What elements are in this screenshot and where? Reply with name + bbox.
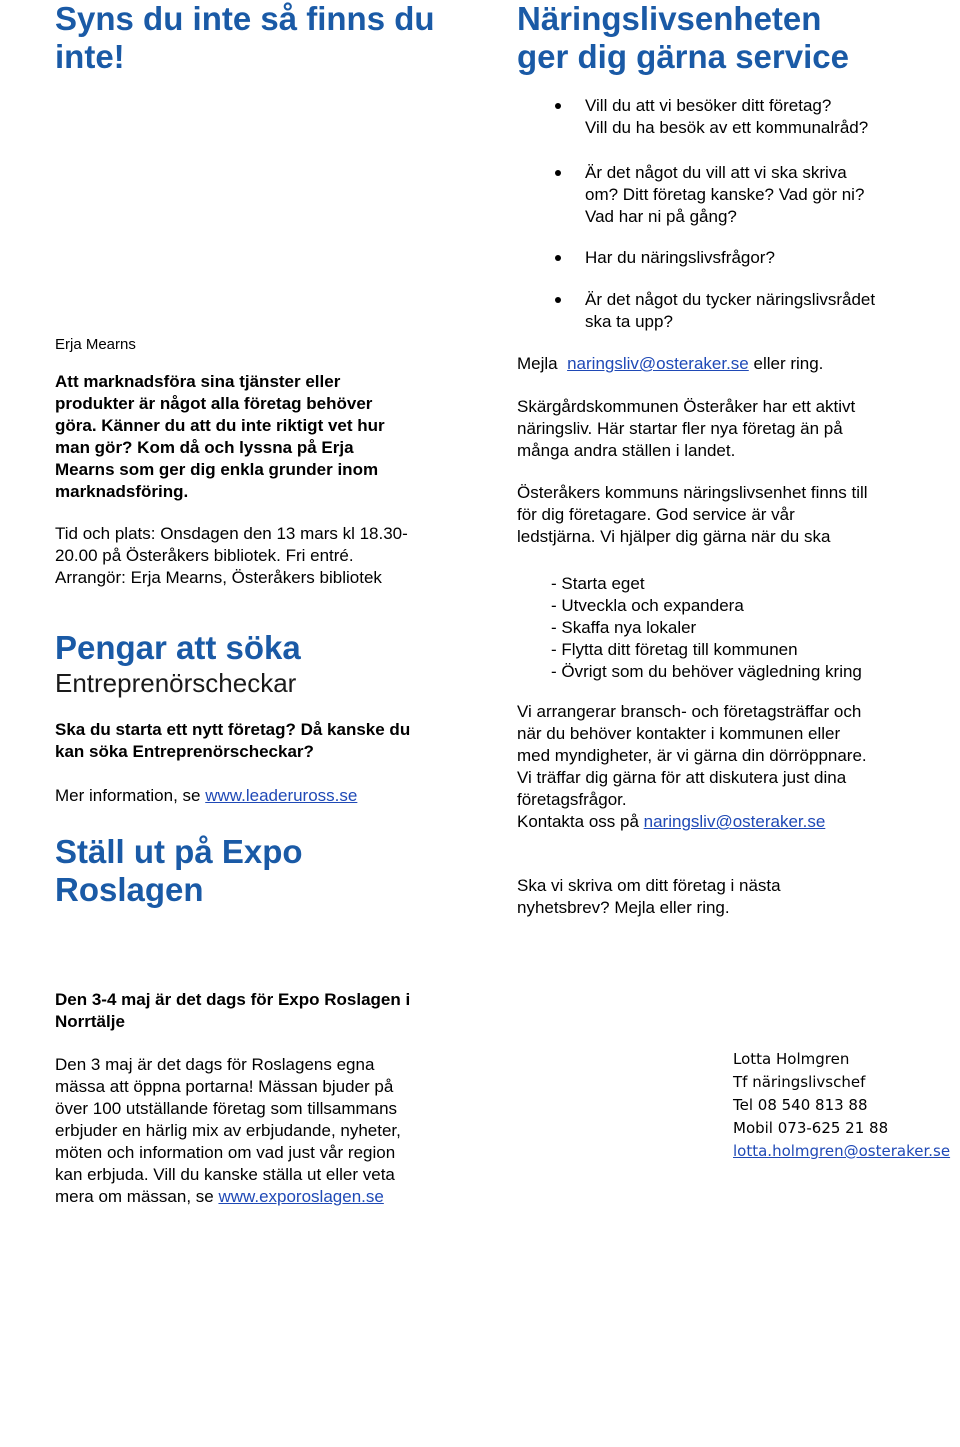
bullet-item: Har du näringslivsfrågor? [585,248,775,267]
contact-mobile: Mobil 073-625 21 88 [733,1119,889,1137]
contact-name: Lotta Holmgren [733,1050,850,1068]
left-title: Syns du inte så finns du inte! [55,0,435,75]
contact-email-link[interactable]: lotta.holmgren@osteraker.se [733,1142,951,1160]
bullet-dot [555,255,561,261]
bullet-item: Är det något du tycker näringslivsrådet ska ta upp? [585,290,876,331]
bullet-dot [555,170,561,176]
kommun-paragraph: Österåkers kommuns näringslivsenhet finns till för dig företagare. God service är vår ledstjärna. Vi hjälper dig gärna när du ska [517,483,868,546]
pengar-title: Pengar att söka [55,629,301,666]
more-info: Mer information, se www.leaderuross.se [55,786,358,805]
bullet-dot [555,103,561,109]
time-place-paragraph: Tid och plats: Onsdagen den 13 mars kl 18.30- 20.00 på Österåkers bibliotek. Fri entré. Arrangör: Erja Mearns, Österåkers bibliotek [55,524,408,587]
intro-paragraph: Att marknadsföra sina tjänster eller produkter är något alla företag behöver göra. Känner du att du inte riktigt vet hur man gör? Kom då och lyssna på Erja Mearns som ger dig enkla grunder inom marknadsföring. [55,372,385,501]
bullet-item: Är det något du vill att vi ska skriva om? Ditt företag kanske? Vad gör ni? Vad har ni på gång? [585,163,865,226]
speaker-name: Erja Mearns [55,336,136,353]
contact-phone: Tel 08 540 813 88 [733,1096,868,1114]
service-list [551,573,862,683]
list-item: - Skaffa nya lokaler [551,618,697,637]
exporoslagen-link[interactable]: www.exporoslagen.se [218,1187,384,1206]
list-item: - Flytta ditt företag till kommunen [551,640,798,659]
kontakta-email-link[interactable]: naringsliv@osteraker.se [643,812,826,831]
naringsliv-email-link[interactable]: naringsliv@osteraker.se [567,354,749,373]
nyhetsbrev-paragraph: Ska vi skriva om ditt företag i nästa nyhetsbrev? Mejla eller ring. [517,876,781,917]
pengar-subtitle: Entreprenörscheckar [55,668,297,698]
leaderuross-link[interactable]: www.leaderuross.se [205,786,358,805]
contact-title: Tf näringslivschef [733,1073,866,1091]
expo-heading: Den 3-4 maj är det dags för Expo Roslagen i Norrtälje [55,990,411,1031]
contact-block [733,1048,950,1163]
skargard-paragraph: Skärgårdskommunen Österåker har ett aktivt näringsliv. Här startar fler nya företag än på många andra ställen i landet. [517,397,856,460]
arrangerar-paragraph: Vi arrangerar bransch- och företagsträffar och när du behöver kontakter i kommunen eller med myndigheter, är vi gärna din dörröppnare. Vi träffar dig gärna för att diskutera just dina företagsfrågor. Kontakta oss på naringsliv@osteraker.se [517,702,867,831]
bullet-item: Vill du att vi besöker ditt företag? Vill du ha besök av ett kommunalråd? [585,96,869,137]
list-item: - Starta eget [551,574,645,593]
right-title: Näringslivsenheten ger dig gärna service [517,0,849,75]
pengar-paragraph: Ska du starta ett nytt företag? Då kanske du kan söka Entreprenörscheckar? [55,720,411,761]
list-item: - Utveckla och expandera [551,596,744,615]
bullet-dot [555,297,561,303]
expo-body: Den 3 maj är det dags för Roslagens egna mässa att öppna portarna! Mässan bjuder på över 100 utställande företag som tillsammans erbjuder en härlig mix av erbjudande, nyheter, möten och information om vad just vår region kan erbjuda. Vill du kanske ställa ut eller veta mera om mässan, se www.exporoslagen.se [55,1055,401,1206]
expo-title: Ställ ut på Expo Roslagen [55,833,303,908]
list-item: - Övrigt som du behöver vägledning kring [551,662,862,681]
mejla-line: Mejla naringsliv@osteraker.se eller ring. [517,354,824,373]
